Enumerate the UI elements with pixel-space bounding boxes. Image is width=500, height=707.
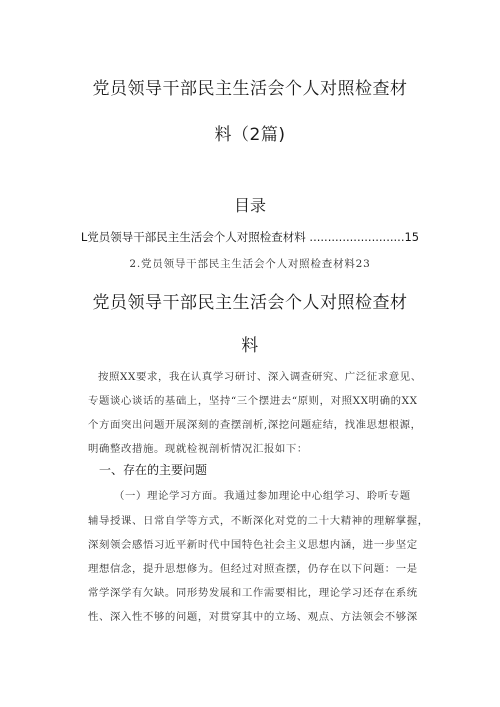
paragraph-line: （一）理论学习方面。我通过参加理论中心组学习、聆听专题 [114,490,411,502]
document-title-line-2: 料（2篇) [214,125,286,145]
paragraph-line: 性、深入性不够的问题，对贯穿其中的立场、观点、方法领会不够深 [88,611,418,623]
paragraph-line: 辅导授课、日常自学等方式，不断深化对党的二十大精神的理解掌握， [88,515,429,527]
intro-line: 个方面突出问题开展深刻的查摆剖析,深挖问题症结，找准思想根源， [88,419,422,431]
heading-existing-problems: 一、存在的主要问题 [99,463,208,477]
paragraph-line: 理想信念，提升思想修为。但经过对照查摆，仍存在以下问题：一是 [88,563,418,575]
toc-heading: 目录 [233,196,266,215]
intro-line: 明确整改措施。现就检视剖析情况汇报如下： [88,443,308,455]
section-title-line-1: 党员领导干部民主生活会个人对照检查材 [92,293,408,313]
section-title-line-2: 料 [241,336,259,356]
intro-line: 按照XX要求，我在认真学习研讨、深入调查研究、广泛征求意见、 [98,371,422,383]
document-title-line-1: 党员领导干部民主生活会个人对照检查材 [92,79,408,99]
toc-item-1[interactable]: L党员领导干部民主生活会个人对照检查材料 ..........................15 [80,230,420,244]
paragraph-line: 深刻领会感悟习近平新时代中国特色社会主义思想内涵，进一步坚定 [88,539,418,551]
paragraph-line: 常学深学有欠缺。同形势发展和工作需要相比，理论学习还存在系统 [88,587,418,599]
intro-line: 专题谈心谈话的基础上，坚持“三个摆进去“原则，对照XX明确的XX [88,395,418,407]
toc-item-2[interactable]: 2.党员领导干部民主生活会个人对照检查材料23 [129,258,371,270]
